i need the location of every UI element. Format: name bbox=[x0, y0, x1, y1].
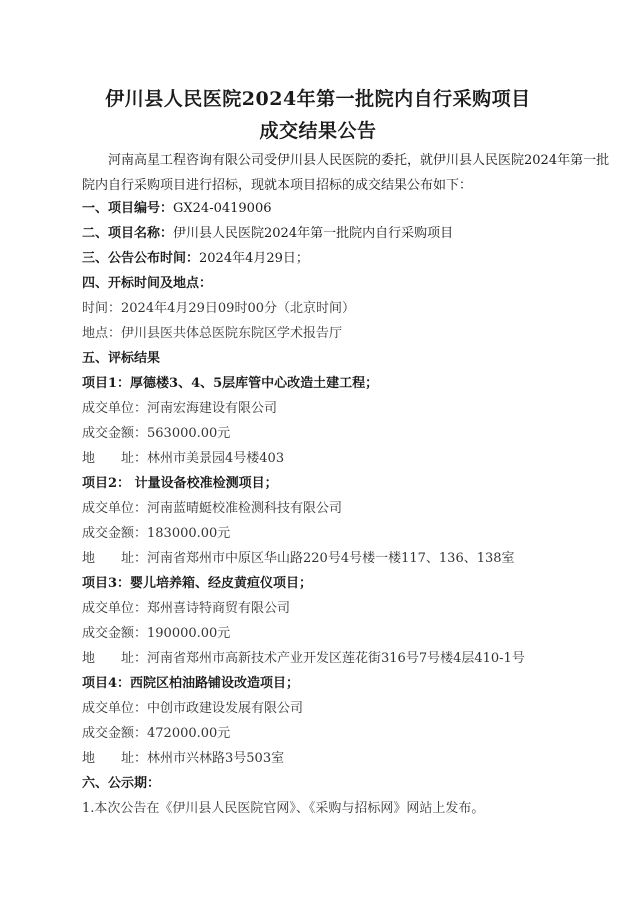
result-address: 地 址：河南省郑州市中原区华山路220号4号楼一楼117、136、138室 bbox=[82, 551, 515, 566]
publish-date-row bbox=[82, 251, 309, 267]
result-address: 地 址：林州市兴林路3号503室 bbox=[82, 751, 285, 766]
result-winner: 成交单位：河南宏海建设有限公司 bbox=[82, 401, 278, 416]
result-winner: 成交单位：中创市政建设发展有限公司 bbox=[82, 701, 304, 716]
result-winner: 成交单位：河南蓝晴蜓校准检测科技有限公司 bbox=[82, 501, 343, 516]
publish-date-label: 三、公告公布时间： bbox=[82, 251, 200, 266]
result-amount: 成交金额：563000.00元 bbox=[82, 426, 231, 441]
intro-text-line-1: 河南高星工程咨询有限公司受伊川县人民医院的委托，就伊川县人民医院2024年第一批 bbox=[108, 153, 610, 168]
result-heading: 项目2： 计量设备校准检测项目； bbox=[82, 476, 278, 491]
opening-heading: 四、开标时间及地点： bbox=[82, 276, 213, 291]
project-number-label: 一、项目编号： bbox=[82, 201, 174, 216]
results-heading: 五、评标结果 bbox=[82, 351, 161, 366]
notice-heading: 六、公示期： bbox=[82, 776, 161, 791]
intro-text-line-2: 院内自行采购项目进行招标，现就本项目招标的成交结果公布如下： bbox=[82, 178, 473, 193]
result-winner: 成交单位：郑州喜诗特商贸有限公司 bbox=[82, 601, 291, 616]
project-name-label: 二、项目名称： bbox=[82, 226, 174, 241]
notice-text: 1.本次公告在《伊川县人民医院官网》、《采购与招标网》网站上发布。 bbox=[82, 801, 485, 816]
result-address: 地 址：河南省郑州市高新技术产业开发区莲花街316号7号楼4层410-1号 bbox=[82, 651, 525, 666]
result-amount: 成交金额：472000.00元 bbox=[82, 726, 231, 741]
result-amount: 成交金额：183000.00元 bbox=[82, 526, 231, 541]
result-heading: 项目3：婴儿培养箱、经皮黄疸仪项目； bbox=[82, 576, 313, 591]
project-number-value: GX24-0419006 bbox=[173, 201, 272, 216]
document-title: 伊川县人民医院2024年第一批院内自行采购项目 bbox=[105, 88, 531, 110]
project-number-row bbox=[82, 201, 272, 217]
opening-place: 地点：伊川县医共体总医院东院区学术报告厅 bbox=[82, 326, 343, 341]
publish-date-value: 2024年4月29日； bbox=[199, 251, 309, 266]
project-name-value: 伊川县人民医院2024年第一批院内自行采购项目 bbox=[173, 226, 454, 241]
result-address: 地 址：林州市美景园4号楼403 bbox=[82, 451, 285, 466]
opening-time: 时间：2024年4月29日09时00分（北京时间） bbox=[82, 301, 355, 316]
result-heading: 项目1：厚德楼3、4、5层库管中心改造土建工程； bbox=[82, 376, 379, 391]
result-heading: 项目4：西院区柏油路铺设改造项目； bbox=[82, 676, 300, 691]
document-subtitle: 成交结果公告 bbox=[259, 120, 377, 142]
project-name-row bbox=[82, 226, 453, 242]
result-amount: 成交金额：190000.00元 bbox=[82, 626, 231, 641]
